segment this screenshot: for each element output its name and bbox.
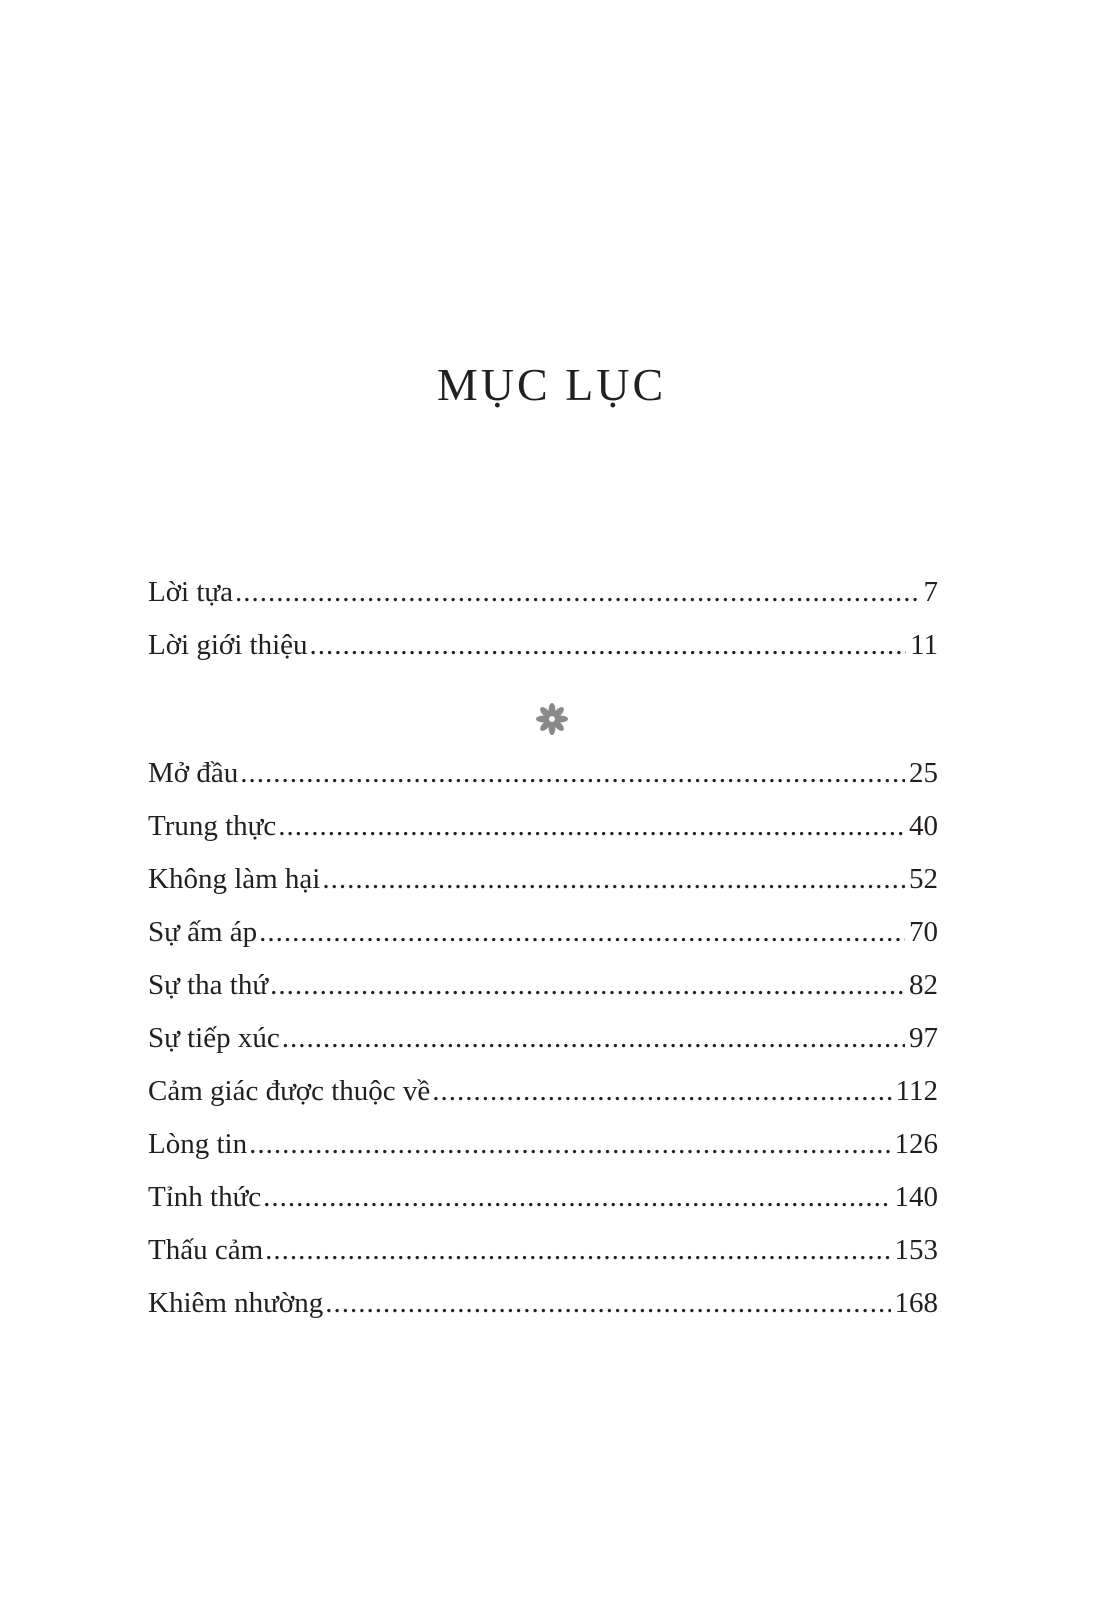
toc-dot-leader (249, 1128, 890, 1161)
toc-entry-page: 97 (909, 1022, 938, 1054)
toc-entry (148, 1234, 938, 1287)
toc-entry (148, 1287, 938, 1340)
toc-entry-page: 168 (894, 1287, 938, 1319)
toc-dot-leader (265, 1234, 890, 1267)
toc-entry (148, 810, 938, 863)
toc-entry (148, 1075, 938, 1128)
toc-entry-page: 140 (894, 1181, 938, 1213)
toc-entry-label: Sự tiếp xúc (148, 1022, 280, 1054)
toc-dot-leader (270, 969, 905, 1002)
toc-entry (148, 757, 938, 810)
toc-entry (148, 1181, 938, 1234)
toc-dot-leader (322, 863, 905, 896)
page-title: MỤC LỤC (436, 359, 667, 410)
toc-entry-page: 70 (909, 916, 938, 948)
toc-dot-leader (282, 1022, 905, 1055)
toc-dot-leader (259, 916, 905, 949)
toc-entry (148, 629, 938, 682)
toc-entry-page: 126 (894, 1128, 938, 1160)
toc-entry (148, 576, 938, 629)
toc-entry-page: 153 (894, 1234, 938, 1266)
toc-dot-leader (278, 810, 905, 843)
toc-dot-leader (263, 1181, 890, 1214)
toc-entry-label: Sự ấm áp (148, 916, 258, 948)
toc-entry-label: Lời tựa (148, 576, 234, 608)
toc-entry-page: 11 (910, 629, 938, 661)
toc-entry-label: Lời giới thiệu (148, 629, 308, 661)
toc-dot-leader (240, 757, 905, 790)
toc-entry-label: Lòng tin (148, 1128, 248, 1160)
toc-dot-leader (325, 1287, 890, 1320)
toc-entry-label: Mở đầu (148, 757, 239, 789)
toc-entry-page: 7 (923, 576, 938, 608)
toc-entry-label: Cảm giác được thuộc về (148, 1075, 431, 1107)
toc-entry-page: 82 (909, 969, 938, 1001)
toc-chapters (148, 757, 938, 1340)
toc-entry-page: 112 (895, 1075, 938, 1107)
toc-entry-page: 25 (909, 757, 938, 789)
toc-entry-page: 40 (909, 810, 938, 842)
toc-entry-label: Không làm hại (148, 863, 321, 895)
toc-entry-page: 52 (909, 863, 938, 895)
toc-entry-label: Tỉnh thức (148, 1181, 262, 1213)
flower-ornament-icon (535, 702, 569, 736)
toc-entry (148, 916, 938, 969)
toc-dot-leader (235, 576, 919, 609)
toc-entry-label: Sự tha thứ (148, 969, 269, 1001)
toc-entry (148, 1022, 938, 1075)
toc-dot-leader (432, 1075, 891, 1108)
toc-entry (148, 969, 938, 1022)
toc-entry-label: Khiêm nhường (148, 1287, 324, 1319)
toc-entry-label: Trung thực (148, 810, 277, 842)
toc-entry (148, 863, 938, 916)
toc-entry-label: Thấu cảm (148, 1234, 264, 1266)
toc-dot-leader (310, 629, 907, 662)
toc-front-matter (148, 576, 938, 682)
toc-entry (148, 1128, 938, 1181)
